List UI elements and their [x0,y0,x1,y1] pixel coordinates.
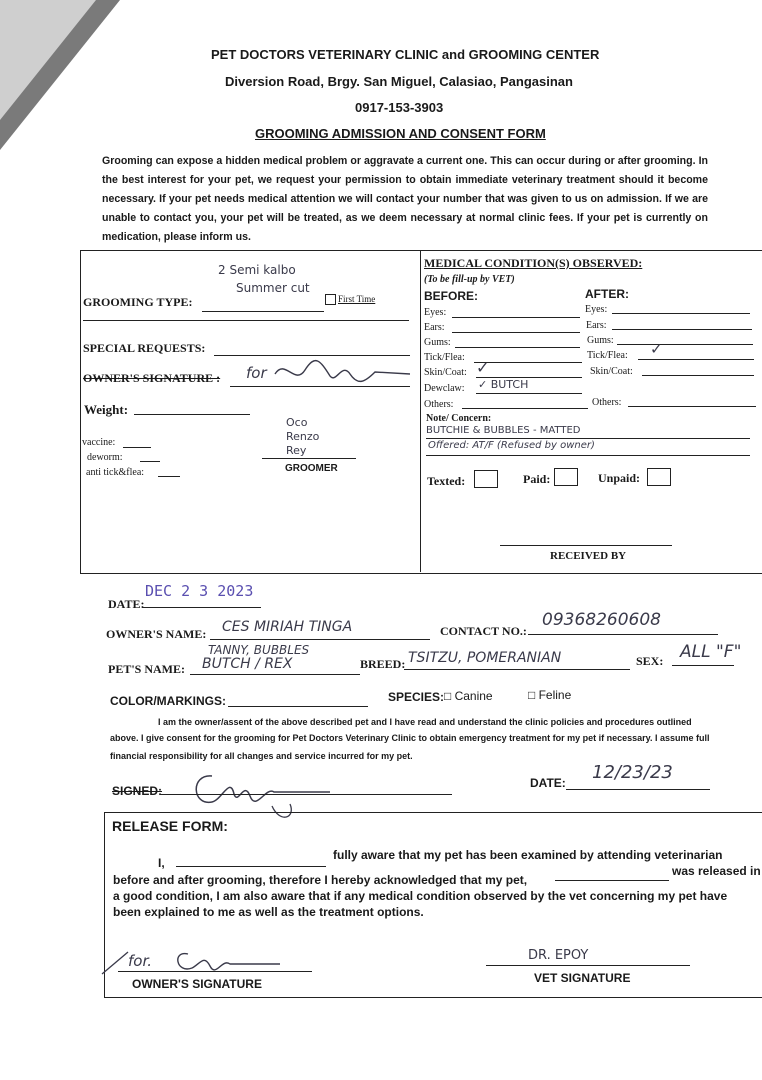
groomer-label: GROOMER [285,463,338,474]
after-tickflea-line[interactable] [638,359,754,360]
medical-title: MEDICAL CONDITION(S) OBSERVED: [424,256,643,270]
groomer-3: Rey [286,444,307,457]
note-line-1: BUTCHIE & BUBBLES - MATTED [426,425,581,436]
owner-name-value: CES MIRIAH TINGA [222,619,353,635]
before-eyes-label: Eyes: [424,307,447,318]
release-line-2b: was released in [672,864,761,878]
grooming-type-label: GROOMING TYPE: [83,295,193,309]
color-label: COLOR/MARKINGS: [110,694,226,708]
after-label: AFTER: [585,287,629,301]
release-line-2a: before and after grooming, therefore I hereby acknowledged that my pet, [113,873,528,887]
after-skin-line[interactable] [642,375,754,376]
note-line-2: Offered: AT/F (Refused by owner) [428,440,595,451]
consent-text-2: above. I give consent for the grooming for Pet Doctors Veterinary Clinic to obtain emergency treatment for my pet if necessary. I assume full [110,733,710,743]
before-skin-label: Skin/Coat: [424,367,467,378]
weight-line[interactable] [134,414,250,415]
first-time-checkbox[interactable] [325,294,375,305]
release-vet-sig-line[interactable] [486,965,690,966]
dewclaw-value: ✓ BUTCH [478,378,529,391]
before-others-label: Others: [424,399,454,410]
release-line-1a: I, [158,856,165,870]
before-tickflea-label: Tick/Flea: [424,352,465,363]
color-line[interactable] [228,706,368,707]
breed-label: BREED: [360,657,406,671]
owners-signature-value: for [246,364,267,382]
release-vet-sig-value: DR. EPOY [528,948,589,963]
anti-tick-line[interactable] [158,476,180,477]
paid-checkbox[interactable] [554,468,578,486]
deworm-line[interactable] [140,461,160,462]
note-line-rule-2[interactable] [426,455,750,456]
breed-line[interactable] [404,669,630,670]
before-gums-line[interactable] [455,347,580,348]
received-by-label: RECEIVED BY [550,550,627,562]
before-skin-check: ✓ [476,358,490,377]
signed-line[interactable] [160,794,452,795]
after-eyes-label: Eyes: [585,304,608,315]
medical-subtitle: (To be fill-up by VET) [424,274,515,285]
after-others-line[interactable] [628,406,756,407]
folded-corner-shadow [0,0,96,120]
contact-line[interactable] [528,634,718,635]
clinic-name: PET DOCTORS VETERINARY CLINIC and GROOMING CENTER [211,47,600,62]
species-label: SPECIES: [388,690,445,704]
grooming-type-value-1: 2 Semi kalbo [218,263,296,277]
special-requests-label: SPECIAL REQUESTS: [83,341,206,355]
before-label: BEFORE: [424,289,478,303]
after-eyes-line[interactable] [612,313,750,314]
received-by-line[interactable] [500,545,672,546]
texted-label: Texted: [427,474,466,488]
anti-tick-label: anti tick&flea: [86,467,145,478]
sex-label: SEX: [636,654,664,668]
release-pet-line[interactable] [555,880,669,881]
before-dewclaw-line[interactable] [476,393,582,394]
unpaid-checkbox[interactable] [647,468,671,486]
consent-date-label: DATE: [530,776,566,790]
before-tickflea-line[interactable] [474,362,582,363]
owner-name-line[interactable] [210,639,430,640]
before-ears-line[interactable] [452,332,580,333]
pet-name-line[interactable] [190,674,360,675]
release-line-3: a good condition, I am also aware that if any medical condition observed by the vet concerning my pet have [113,889,728,903]
clinic-address: Diversion Road, Brgy. San Miguel, Calasiao, Pangasinan [225,74,573,89]
consent-date-line[interactable] [566,789,710,790]
form-title: GROOMING ADMISSION AND CONSENT FORM [255,126,546,141]
pet-name-value: BUTCH / REX [202,656,293,672]
species-feline[interactable]: □ Feline [528,688,572,702]
vaccine-label: vaccine: [82,437,116,448]
vaccine-line[interactable] [123,447,151,448]
release-owner-sig-line[interactable] [118,971,312,972]
paid-label: Paid: [523,472,551,486]
clinic-phone: 0917-153-3903 [355,100,444,115]
first-time-label: First Time [338,294,376,304]
release-owner-sig-value: for. [128,952,153,970]
grooming-type-value-2: Summer cut [236,281,310,295]
box-divider [420,250,421,572]
note-label: Note/ Concern: [426,413,492,424]
texted-checkbox[interactable] [474,470,498,488]
contact-value: 09368260608 [542,610,661,630]
pet-name-value-top: TANNY, BUBBLES [208,643,310,657]
after-gums-line[interactable] [617,344,753,345]
release-title: RELEASE FORM: [112,818,228,834]
grooming-type-line[interactable] [202,311,324,312]
owner-name-label: OWNER'S NAME: [106,627,207,641]
groomer-2: Renzo [286,430,320,443]
after-skin-label: Skin/Coat: [590,366,633,377]
after-ears-label: Ears: [586,320,607,331]
owners-signature-line[interactable] [230,386,410,387]
weight-label: Weight: [84,402,129,417]
breed-value: TSITZU, POMERANIAN [408,650,562,666]
before-dewclaw-label: Dewclaw: [424,383,465,394]
note-line-rule-1[interactable] [426,438,750,439]
owners-signature-label: OWNER'S SIGNATURE : [83,371,221,385]
sex-value: ALL "F" [680,642,742,662]
before-gums-label: Gums: [424,337,451,348]
release-owner-sig-label: OWNER'S SIGNATURE [132,977,262,991]
groomer-line[interactable] [262,458,356,459]
owner-signature-scribble [270,356,420,390]
after-tickflea-label: Tick/Flea: [587,350,628,361]
before-ears-label: Ears: [424,322,445,333]
deworm-label: deworm: [87,452,123,463]
unpaid-label: Unpaid: [598,471,641,485]
release-vet-sig-label: VET SIGNATURE [534,971,631,985]
release-line-1b: fully aware that my pet has been examined by attending veterinarian [333,848,723,862]
consent-text-1: I am the owner/assent of the above described pet and I have read and understand the clinic policies and procedures outlined [158,717,692,727]
consent-text-3: financial responsibility for all changes and service incurred for my pet. [110,751,413,761]
sex-line[interactable] [672,665,734,666]
consent-date-value: 12/23/23 [592,762,673,783]
grooming-extra-line[interactable] [83,320,409,321]
release-name-line[interactable] [176,866,326,867]
groomer-1: Oco [286,416,308,429]
date-label: DATE: [108,597,145,611]
contact-label: CONTACT NO.: [440,624,527,638]
after-gums-label: Gums: [587,335,614,346]
intro-paragraph: Grooming can expose a hidden medical problem or aggravate a current one. This can occur during or after grooming. In the best interest for your pet, we request your permission to obtain immediate veterinary treatment should it become necessary. If your pet needs medical attention we will contact your number that was given to us on admission. If we are unable to contact you, your pet will be treated, as we deem necessary at normal clinic fees. If your pet is currently on medication, please inform us. [102,155,708,243]
species-canine[interactable]: □ Canine [444,689,493,703]
pet-name-label: PET'S NAME: [108,662,186,676]
after-tickflea-check: ✓ [650,340,663,358]
before-eyes-line[interactable] [452,317,580,318]
release-line-4: been explained to me as well as the treatment options. [113,905,424,919]
date-stamp: DEC 2 3 2023 [145,582,254,600]
before-others-line[interactable] [462,408,588,409]
after-others-label: Others: [592,397,622,408]
signed-label: SIGNED: [112,784,163,798]
after-ears-line[interactable] [612,329,752,330]
date-line[interactable] [143,607,261,608]
